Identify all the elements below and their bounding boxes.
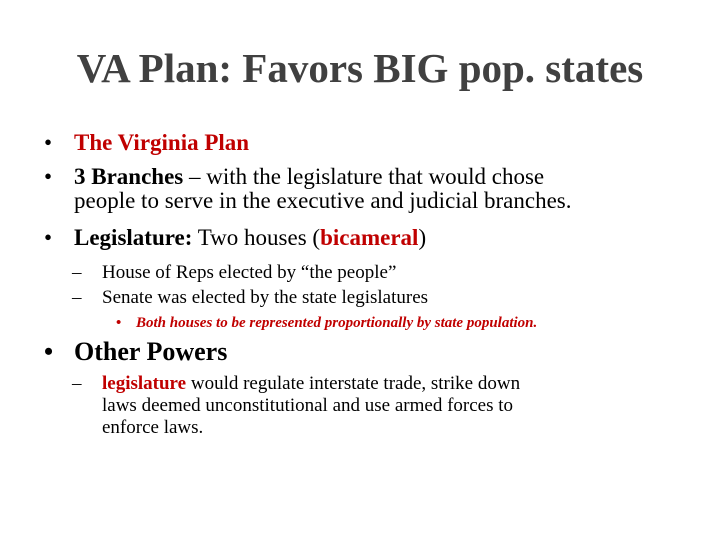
three-branches-text — [74, 165, 572, 213]
sub-bullet-legislature-powers — [72, 373, 520, 439]
bullet-legislature — [44, 226, 426, 250]
slide-title: VA Plan: Favors BIG pop. states — [76, 45, 644, 91]
legislature-text — [74, 226, 426, 250]
bullet-dot-icon: • — [44, 164, 53, 189]
branches-line1: – with the legislature that would chose — [183, 164, 545, 189]
dash-icon: – — [72, 262, 82, 283]
legislature-bold: Legislature: — [74, 225, 193, 250]
branches-line2: people to serve in the executive and judicial branches. — [74, 188, 572, 213]
legislature-plain: Two houses ( — [192, 225, 321, 250]
dash-icon: – — [72, 373, 82, 394]
powers-line1: would regulate interstate trade, strike down — [186, 373, 521, 394]
bullet-dot-icon: • — [44, 130, 53, 155]
senate-text: Senate was elected by the state legislatures — [102, 287, 429, 308]
bullet-other-powers — [44, 338, 227, 366]
bullet-dot-icon: • — [44, 337, 54, 366]
other-powers-text: Other Powers — [74, 337, 228, 366]
legislature-close: ) — [418, 225, 427, 250]
bullet-dot-icon: • — [44, 225, 53, 250]
bullet-virginia-plan — [44, 131, 249, 155]
bullet-three-branches — [44, 165, 572, 213]
virginia-plan-text: The Virginia Plan — [74, 130, 250, 155]
legislature-powers-text — [102, 373, 520, 439]
dash-icon: – — [72, 287, 82, 308]
bicameral-term: bicameral — [320, 225, 419, 250]
both-houses-text: Both houses to be represented proportionally by state population. — [136, 315, 538, 331]
house-of-reps-text: House of Reps elected by “the people” — [102, 262, 397, 283]
sub-bullet-house-of-reps — [72, 262, 396, 284]
branches-bold: 3 Branches — [74, 164, 184, 189]
sub-bullet-senate — [72, 287, 428, 309]
sub-sub-bullet-both-houses — [116, 314, 537, 332]
bullet-dot-icon: • — [116, 315, 122, 331]
legislature-powers-red: legislature — [102, 373, 187, 394]
powers-line3: enforce laws. — [102, 417, 204, 438]
powers-line2: laws deemed unconstitutional and use armed forces to — [102, 395, 514, 416]
